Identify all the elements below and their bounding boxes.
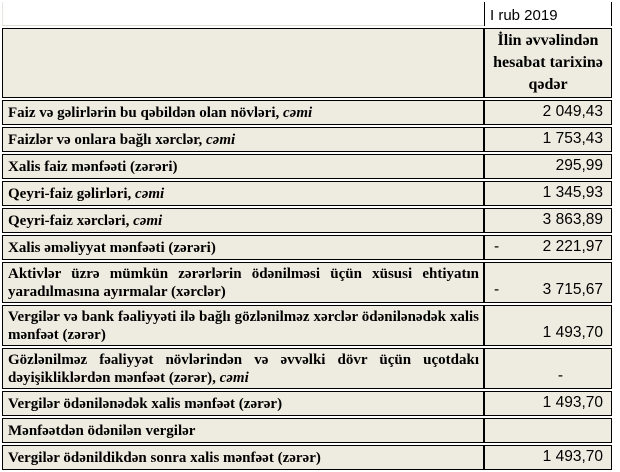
period-cell [484,2,612,26]
header-empty-cell [2,28,484,98]
row-value: 2 221,97 [542,238,603,255]
row-value-cell [484,418,612,443]
row-label: Vergilər və bank fəaliyyəti ilə bağlı gözlənilməz xərclər ödənilənədək xalis mənfəət (zərər) [8,308,479,343]
minus-sign: - [494,281,500,298]
row-label-cell [2,208,484,233]
row-value-cell [484,181,612,206]
row-label: Faizlər və onlara bağlı xərclər, cəmi [8,131,236,148]
row-label-cell [2,181,484,206]
table-row [2,445,612,470]
row-value-cell [484,445,612,470]
column-title: İlin əvvəlindən hesabat tarixinə qədər [493,32,603,93]
table-row [2,208,612,233]
row-value-cell [484,235,612,260]
row-label: Mənfəətdən ödənilən vergilər [8,422,196,439]
header-column-title-cell [484,28,612,98]
row-value-cell [484,348,612,389]
row-value: 1 493,70 [542,324,603,341]
table-row [2,348,612,389]
row-value: - [557,367,563,384]
row-label: Vergilər ödənildikdən sonra xalis mənfəət (zərər) [8,449,321,466]
row-value-cell [484,154,612,179]
row-label-suffix: cəmi [133,212,163,229]
row-value-cell [484,262,612,303]
row-value-cell [484,305,612,346]
row-label-cell [2,100,484,125]
row-label-cell [2,445,484,470]
row-label: Gözlənilməz fəaliyyət növlərindən və əvvəlki dövr üçün uçotdakı dəyişikliklərdən mənfəət (zərər), cəmi [8,351,479,386]
row-value-cell [484,208,612,233]
row-label-cell [2,127,484,152]
row-label-suffix: cəmi [219,369,249,386]
row-value-cell [484,100,612,125]
income-statement-table [2,0,612,472]
row-value-cell [484,391,612,416]
row-value: 2 049,43 [542,103,603,120]
row-value: 3 715,67 [542,281,603,298]
row-label: Qeyri-faiz xərcləri, cəmi [8,212,163,229]
row-label-cell [2,262,484,303]
row-label-suffix: cəmi [283,104,313,121]
header-row [2,28,612,98]
row-label-suffix: cəmi [206,131,236,148]
minus-sign: - [494,238,500,255]
row-label: Faiz və gəlirlərin bu qəbildən olan növləri, cəmi [8,104,313,121]
row-label-cell [2,235,484,260]
row-label: Qeyri-faiz gəlirləri, cəmi [8,185,165,202]
row-label-cell [2,305,484,346]
period-label: I rub 2019 [490,7,558,24]
period-row [2,2,612,26]
table-row [2,127,612,152]
table-row [2,181,612,206]
table-row [2,391,612,416]
row-label-cell [2,391,484,416]
row-label: Vergilər ödənilənədək xalis mənfəət (zərər) [8,395,283,412]
row-label-suffix: cəmi [135,185,165,202]
table-row [2,418,612,443]
row-label: Aktivlər üzrə mümkün zərərlərin ödənilməsi üçün xüsusi ehtiyatın yaradılmasına ayırmalar (xərclər) [8,265,479,300]
table-row [2,154,612,179]
table-row [2,262,612,303]
row-value: 1 493,70 [542,448,603,465]
row-value: 3 863,89 [542,211,603,228]
period-row-empty-cell [2,2,484,26]
row-value-cell [484,127,612,152]
table-row [2,100,612,125]
row-value: 1 753,43 [542,130,603,147]
row-value: 295,99 [555,157,603,174]
table-row [2,235,612,260]
row-value: 1 493,70 [542,394,603,411]
row-value: 1 345,93 [542,184,603,201]
row-label-cell [2,418,484,443]
row-label: Xalis əməliyyat mənfəəti (zərəri) [8,239,216,256]
table-row [2,305,612,346]
row-label-cell [2,348,484,389]
row-label-cell [2,154,484,179]
row-label: Xalis faiz mənfəəti (zərəri) [8,158,178,175]
